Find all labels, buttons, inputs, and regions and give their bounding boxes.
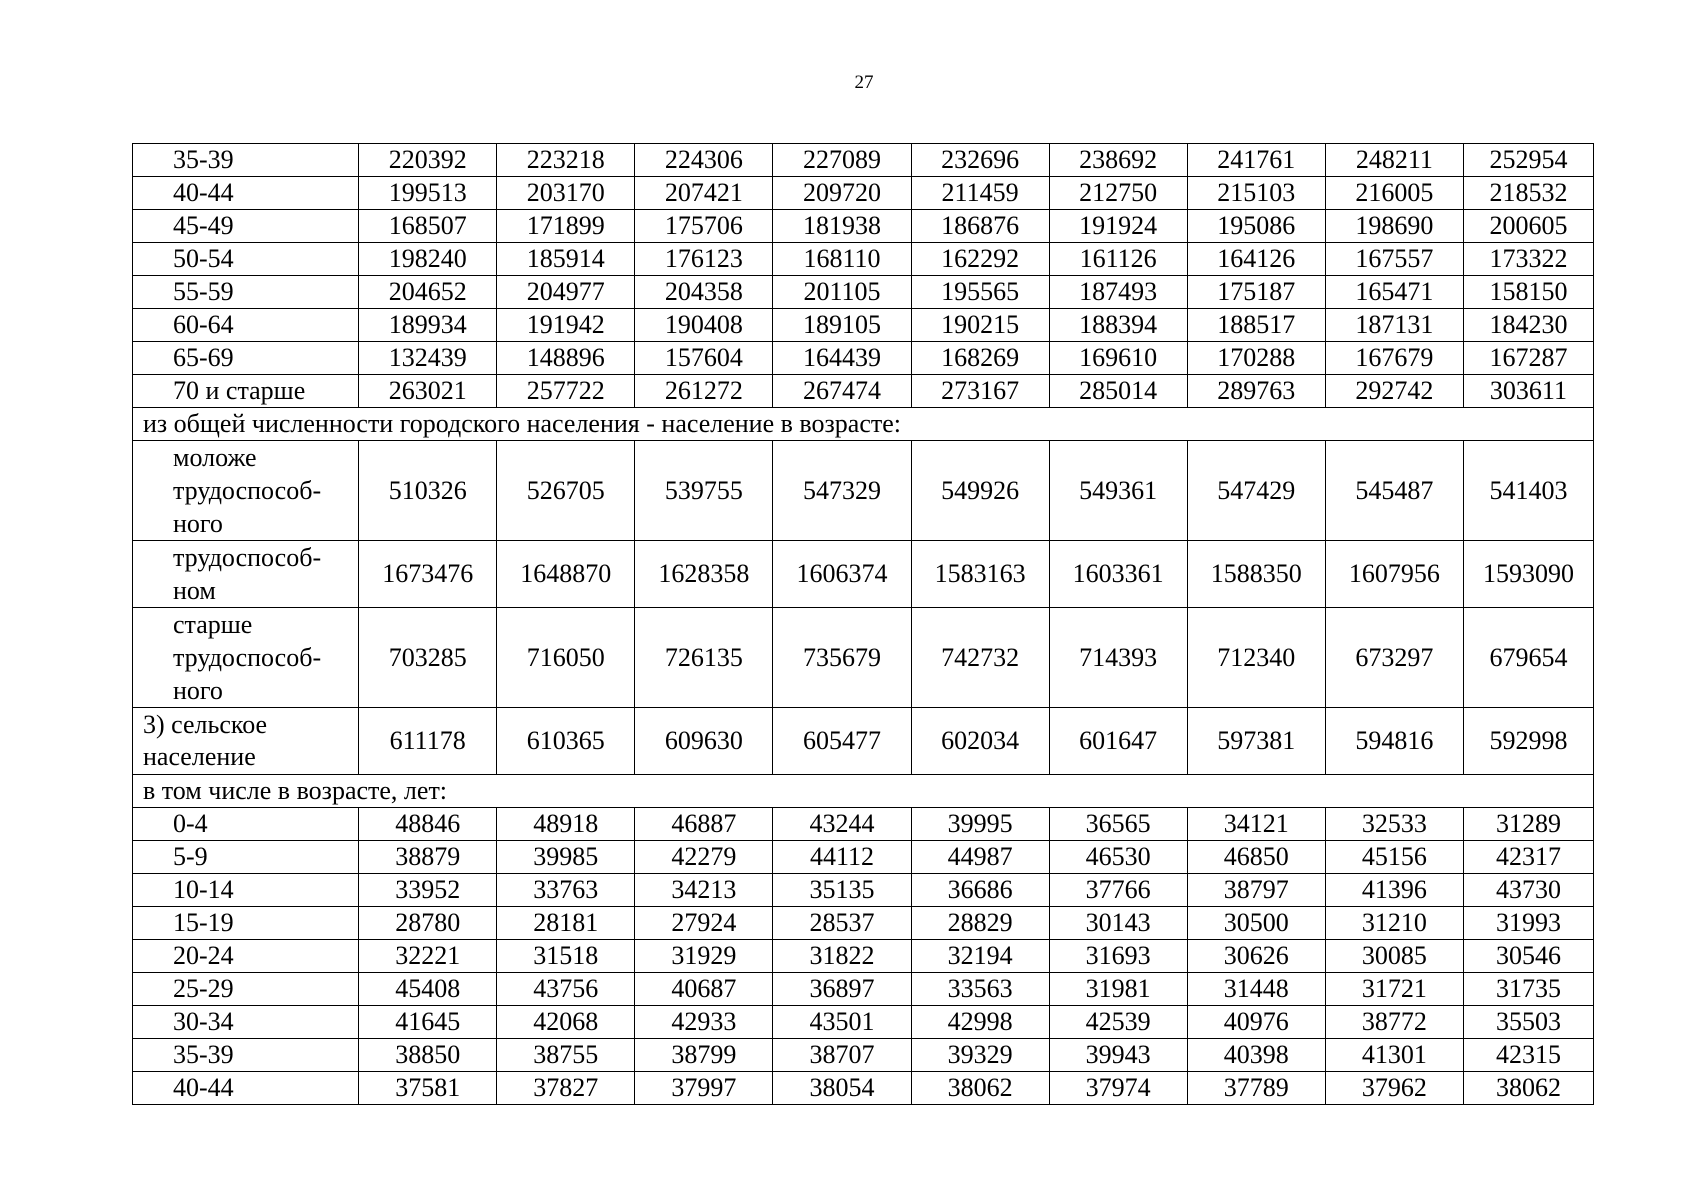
value-cell: 712340: [1187, 608, 1325, 708]
value-cell: 44112: [773, 841, 911, 874]
value-cell: 27924: [635, 907, 773, 940]
value-cell: 191924: [1049, 210, 1187, 243]
value-cell: 594816: [1325, 708, 1463, 775]
value-cell: 285014: [1049, 375, 1187, 408]
value-cell: 38054: [773, 1072, 911, 1105]
row-label: 40-44: [133, 177, 359, 210]
value-cell: 43501: [773, 1006, 911, 1039]
value-cell: 189934: [359, 309, 497, 342]
value-cell: 175187: [1187, 276, 1325, 309]
value-cell: 703285: [359, 608, 497, 708]
value-cell: 267474: [773, 375, 911, 408]
value-cell: 28829: [911, 907, 1049, 940]
row-label: старше трудоспособ-ного: [133, 608, 359, 708]
value-cell: 1588350: [1187, 541, 1325, 608]
table-row: [133, 309, 1594, 342]
value-cell: 38772: [1325, 1006, 1463, 1039]
table-row: [133, 940, 1594, 973]
value-cell: 35503: [1463, 1006, 1593, 1039]
row-label: 25-29: [133, 973, 359, 1006]
value-cell: 1607956: [1325, 541, 1463, 608]
value-cell: 198240: [359, 243, 497, 276]
table-row: [133, 973, 1594, 1006]
row-label: 60-64: [133, 309, 359, 342]
value-cell: 38755: [497, 1039, 635, 1072]
value-cell: 679654: [1463, 608, 1593, 708]
row-label: 35-39: [133, 144, 359, 177]
value-cell: 40687: [635, 973, 773, 1006]
value-cell: 148896: [497, 342, 635, 375]
value-cell: 1593090: [1463, 541, 1593, 608]
value-cell: 223218: [497, 144, 635, 177]
value-cell: 38879: [359, 841, 497, 874]
value-cell: 39995: [911, 808, 1049, 841]
row-label: 70 и старше: [133, 375, 359, 408]
table-row: [133, 276, 1594, 309]
value-cell: 42279: [635, 841, 773, 874]
value-cell: 742732: [911, 608, 1049, 708]
value-cell: 31929: [635, 940, 773, 973]
value-cell: 30626: [1187, 940, 1325, 973]
value-cell: 726135: [635, 608, 773, 708]
value-cell: 157604: [635, 342, 773, 375]
page-number: 27: [854, 72, 874, 93]
value-cell: 48918: [497, 808, 635, 841]
value-cell: 184230: [1463, 309, 1593, 342]
value-cell: 43244: [773, 808, 911, 841]
value-cell: 33563: [911, 973, 1049, 1006]
table-row: [133, 375, 1594, 408]
value-cell: 186876: [911, 210, 1049, 243]
value-cell: 44987: [911, 841, 1049, 874]
value-cell: 549926: [911, 441, 1049, 541]
section-title: в том числе в возрасте, лет:: [133, 775, 1594, 808]
row-label: 15-19: [133, 907, 359, 940]
rural-section-row: [133, 775, 1594, 808]
value-cell: 263021: [359, 375, 497, 408]
value-cell: 597381: [1187, 708, 1325, 775]
value-cell: 36565: [1049, 808, 1187, 841]
table-row: [133, 1006, 1594, 1039]
value-cell: 168507: [359, 210, 497, 243]
value-cell: 45408: [359, 973, 497, 1006]
value-cell: 539755: [635, 441, 773, 541]
value-cell: 165471: [1325, 276, 1463, 309]
value-cell: 38707: [773, 1039, 911, 1072]
value-cell: 38062: [1463, 1072, 1593, 1105]
value-cell: 605477: [773, 708, 911, 775]
value-cell: 167679: [1325, 342, 1463, 375]
value-cell: 38799: [635, 1039, 773, 1072]
row-label: 20-24: [133, 940, 359, 973]
value-cell: 232696: [911, 144, 1049, 177]
value-cell: 238692: [1049, 144, 1187, 177]
value-cell: 185914: [497, 243, 635, 276]
value-cell: 204358: [635, 276, 773, 309]
value-cell: 42539: [1049, 1006, 1187, 1039]
value-cell: 198690: [1325, 210, 1463, 243]
row-label: 5-9: [133, 841, 359, 874]
value-cell: 224306: [635, 144, 773, 177]
value-cell: 32194: [911, 940, 1049, 973]
population-table: [132, 143, 1594, 1105]
table-row: [133, 841, 1594, 874]
table-row: [133, 1039, 1594, 1072]
value-cell: 42315: [1463, 1039, 1593, 1072]
value-cell: 32221: [359, 940, 497, 973]
value-cell: 190408: [635, 309, 773, 342]
row-label: трудоспособ-ном: [133, 541, 359, 608]
value-cell: 37997: [635, 1072, 773, 1105]
value-cell: 36897: [773, 973, 911, 1006]
table-row: [133, 808, 1594, 841]
value-cell: 31981: [1049, 973, 1187, 1006]
value-cell: 191942: [497, 309, 635, 342]
value-cell: 40398: [1187, 1039, 1325, 1072]
row-label: 40-44: [133, 1072, 359, 1105]
value-cell: 28181: [497, 907, 635, 940]
value-cell: 31735: [1463, 973, 1593, 1006]
value-cell: 609630: [635, 708, 773, 775]
value-cell: 38062: [911, 1072, 1049, 1105]
value-cell: 549361: [1049, 441, 1187, 541]
value-cell: 211459: [911, 177, 1049, 210]
value-cell: 209720: [773, 177, 911, 210]
rural-total-row: [133, 708, 1594, 775]
value-cell: 45156: [1325, 841, 1463, 874]
table-row: [133, 243, 1594, 276]
value-cell: 37789: [1187, 1072, 1325, 1105]
value-cell: 164126: [1187, 243, 1325, 276]
value-cell: 204652: [359, 276, 497, 309]
value-cell: 190215: [911, 309, 1049, 342]
value-cell: 545487: [1325, 441, 1463, 541]
value-cell: 1606374: [773, 541, 911, 608]
value-cell: 303611: [1463, 375, 1593, 408]
value-cell: 610365: [497, 708, 635, 775]
table-row: [133, 1072, 1594, 1105]
value-cell: 168110: [773, 243, 911, 276]
value-cell: 41396: [1325, 874, 1463, 907]
value-cell: 33763: [497, 874, 635, 907]
value-cell: 37974: [1049, 1072, 1187, 1105]
urban-group-row: [133, 608, 1594, 708]
value-cell: 28780: [359, 907, 497, 940]
value-cell: 46887: [635, 808, 773, 841]
value-cell: 203170: [497, 177, 635, 210]
value-cell: 39985: [497, 841, 635, 874]
value-cell: 188394: [1049, 309, 1187, 342]
value-cell: 162292: [911, 243, 1049, 276]
row-label: 35-39: [133, 1039, 359, 1072]
value-cell: 1673476: [359, 541, 497, 608]
value-cell: 200605: [1463, 210, 1593, 243]
value-cell: 175706: [635, 210, 773, 243]
value-cell: 526705: [497, 441, 635, 541]
section-title: из общей численности городского населения - население в возрасте:: [133, 408, 1594, 441]
urban-group-row: [133, 441, 1594, 541]
value-cell: 252954: [1463, 144, 1593, 177]
value-cell: 41645: [359, 1006, 497, 1039]
value-cell: 716050: [497, 608, 635, 708]
value-cell: 31289: [1463, 808, 1593, 841]
value-cell: 42317: [1463, 841, 1593, 874]
value-cell: 216005: [1325, 177, 1463, 210]
urban-section-row: [133, 408, 1594, 441]
value-cell: 292742: [1325, 375, 1463, 408]
value-cell: 43756: [497, 973, 635, 1006]
value-cell: 220392: [359, 144, 497, 177]
table-row: [133, 874, 1594, 907]
row-label: 65-69: [133, 342, 359, 375]
row-label: 3) сельское население: [133, 708, 359, 775]
value-cell: 42998: [911, 1006, 1049, 1039]
value-cell: 39943: [1049, 1039, 1187, 1072]
value-cell: 35135: [773, 874, 911, 907]
value-cell: 39329: [911, 1039, 1049, 1072]
table-row: [133, 144, 1594, 177]
value-cell: 248211: [1325, 144, 1463, 177]
value-cell: 42933: [635, 1006, 773, 1039]
value-cell: 33952: [359, 874, 497, 907]
value-cell: 1648870: [497, 541, 635, 608]
row-label: 55-59: [133, 276, 359, 309]
value-cell: 171899: [497, 210, 635, 243]
value-cell: 30143: [1049, 907, 1187, 940]
value-cell: 510326: [359, 441, 497, 541]
value-cell: 30085: [1325, 940, 1463, 973]
value-cell: 132439: [359, 342, 497, 375]
value-cell: 38850: [359, 1039, 497, 1072]
value-cell: 611178: [359, 708, 497, 775]
value-cell: 170288: [1187, 342, 1325, 375]
value-cell: 37962: [1325, 1072, 1463, 1105]
value-cell: 547429: [1187, 441, 1325, 541]
value-cell: 218532: [1463, 177, 1593, 210]
row-label: моложе трудоспособ-ного: [133, 441, 359, 541]
value-cell: 158150: [1463, 276, 1593, 309]
value-cell: 602034: [911, 708, 1049, 775]
value-cell: 32533: [1325, 808, 1463, 841]
value-cell: 37766: [1049, 874, 1187, 907]
value-cell: 41301: [1325, 1039, 1463, 1072]
value-cell: 31518: [497, 940, 635, 973]
value-cell: 187131: [1325, 309, 1463, 342]
value-cell: 207421: [635, 177, 773, 210]
value-cell: 1603361: [1049, 541, 1187, 608]
value-cell: 43730: [1463, 874, 1593, 907]
value-cell: 541403: [1463, 441, 1593, 541]
value-cell: 31210: [1325, 907, 1463, 940]
value-cell: 547329: [773, 441, 911, 541]
urban-group-row: [133, 541, 1594, 608]
value-cell: 30500: [1187, 907, 1325, 940]
value-cell: 34213: [635, 874, 773, 907]
value-cell: 42068: [497, 1006, 635, 1039]
value-cell: 31721: [1325, 973, 1463, 1006]
value-cell: 188517: [1187, 309, 1325, 342]
value-cell: 48846: [359, 808, 497, 841]
value-cell: 167287: [1463, 342, 1593, 375]
table-row: [133, 177, 1594, 210]
value-cell: 176123: [635, 243, 773, 276]
value-cell: 1583163: [911, 541, 1049, 608]
table-row: [133, 210, 1594, 243]
row-label: 10-14: [133, 874, 359, 907]
row-label: 50-54: [133, 243, 359, 276]
value-cell: 289763: [1187, 375, 1325, 408]
value-cell: 195565: [911, 276, 1049, 309]
value-cell: 168269: [911, 342, 1049, 375]
value-cell: 31448: [1187, 973, 1325, 1006]
value-cell: 227089: [773, 144, 911, 177]
value-cell: 167557: [1325, 243, 1463, 276]
value-cell: 735679: [773, 608, 911, 708]
value-cell: 173322: [1463, 243, 1593, 276]
value-cell: 40976: [1187, 1006, 1325, 1039]
value-cell: 204977: [497, 276, 635, 309]
value-cell: 257722: [497, 375, 635, 408]
value-cell: 164439: [773, 342, 911, 375]
value-cell: 31693: [1049, 940, 1187, 973]
value-cell: 37827: [497, 1072, 635, 1105]
value-cell: 187493: [1049, 276, 1187, 309]
value-cell: 273167: [911, 375, 1049, 408]
value-cell: 195086: [1187, 210, 1325, 243]
value-cell: 31822: [773, 940, 911, 973]
value-cell: 714393: [1049, 608, 1187, 708]
value-cell: 673297: [1325, 608, 1463, 708]
value-cell: 31993: [1463, 907, 1593, 940]
value-cell: 1628358: [635, 541, 773, 608]
table-row: [133, 907, 1594, 940]
value-cell: 38797: [1187, 874, 1325, 907]
value-cell: 212750: [1049, 177, 1187, 210]
value-cell: 46530: [1049, 841, 1187, 874]
value-cell: 241761: [1187, 144, 1325, 177]
row-label: 30-34: [133, 1006, 359, 1039]
value-cell: 181938: [773, 210, 911, 243]
value-cell: 28537: [773, 907, 911, 940]
value-cell: 161126: [1049, 243, 1187, 276]
value-cell: 592998: [1463, 708, 1593, 775]
value-cell: 601647: [1049, 708, 1187, 775]
value-cell: 201105: [773, 276, 911, 309]
value-cell: 37581: [359, 1072, 497, 1105]
table-row: [133, 342, 1594, 375]
value-cell: 34121: [1187, 808, 1325, 841]
value-cell: 261272: [635, 375, 773, 408]
value-cell: 36686: [911, 874, 1049, 907]
value-cell: 169610: [1049, 342, 1187, 375]
row-label: 0-4: [133, 808, 359, 841]
value-cell: 30546: [1463, 940, 1593, 973]
value-cell: 199513: [359, 177, 497, 210]
value-cell: 189105: [773, 309, 911, 342]
value-cell: 46850: [1187, 841, 1325, 874]
value-cell: 215103: [1187, 177, 1325, 210]
row-label: 45-49: [133, 210, 359, 243]
